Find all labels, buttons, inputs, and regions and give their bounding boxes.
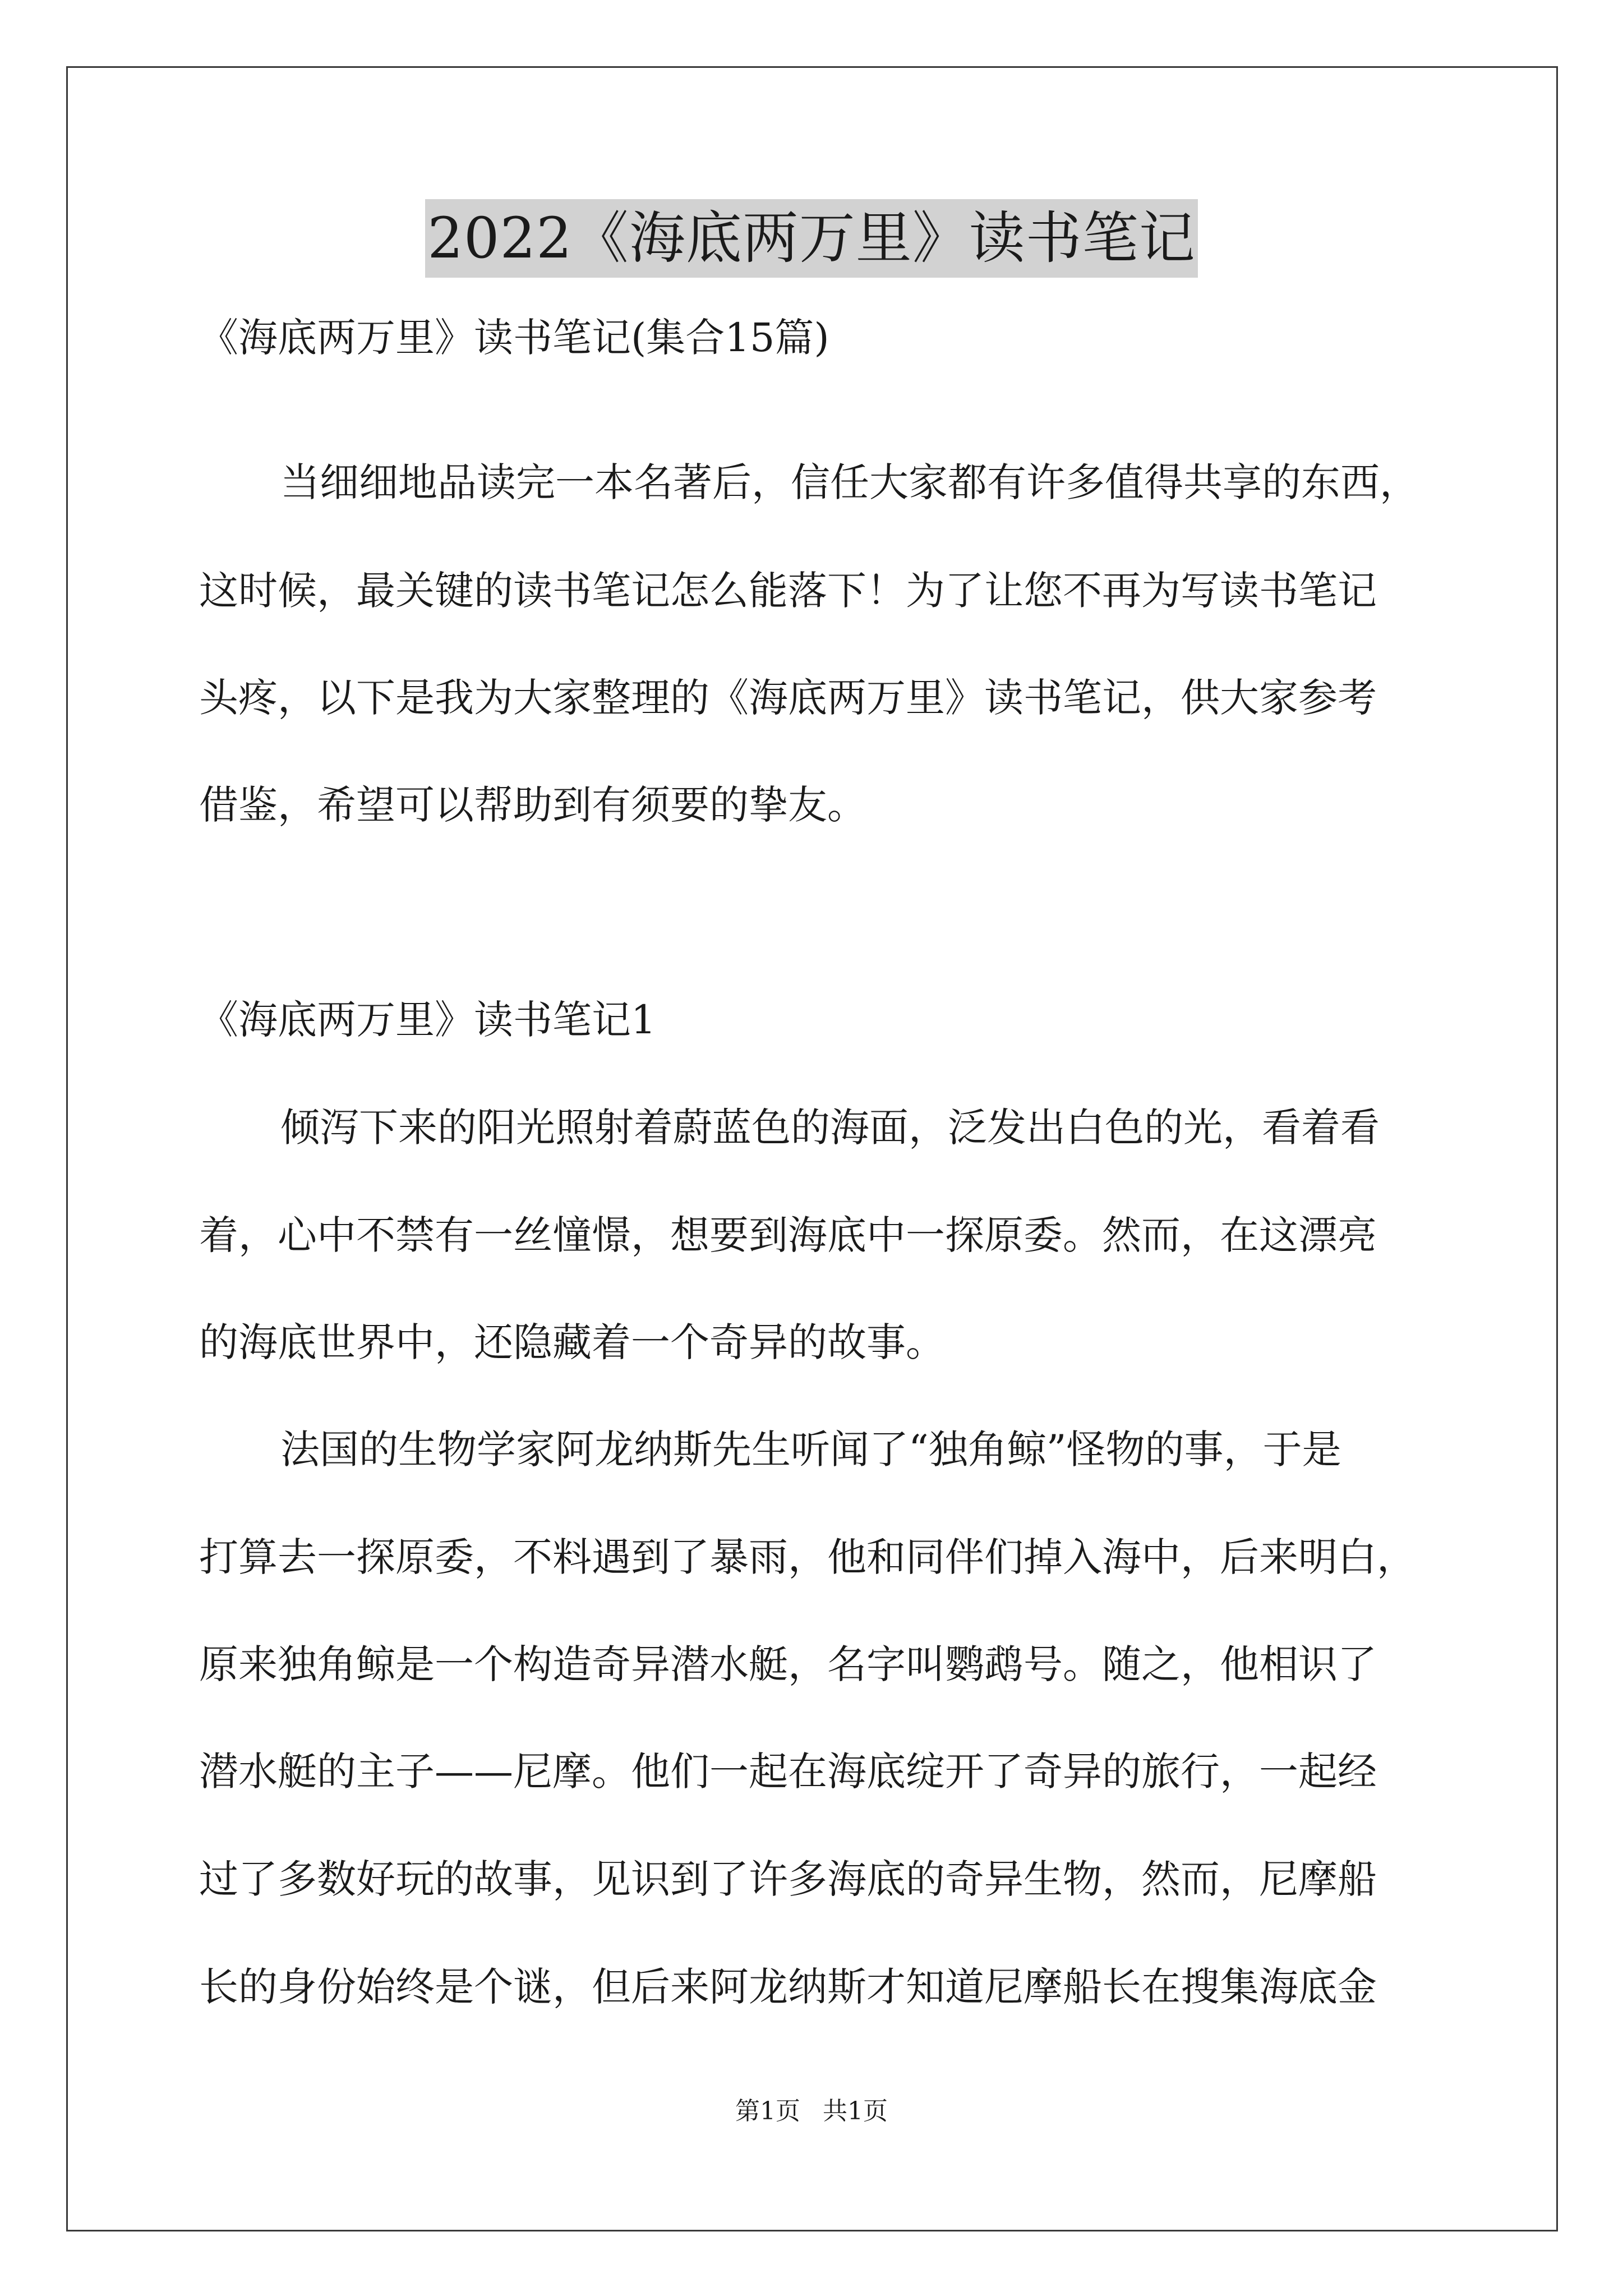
paragraph-line: 潜水艇的主子——尼摩。他们一起在海底绽开了奇异的旅行，一起经 (199, 1749, 1377, 1795)
page-total: 共1页 (823, 2097, 888, 2125)
paragraph-line: 过了多数好玩的故事，见识到了许多海底的奇异生物，然而，尼摩船 (199, 1856, 1377, 1902)
paragraph-line: 原来独角鲸是一个构造奇异潜水艇，名字叫鹦鹉号。随之，他相识了 (199, 1641, 1377, 1687)
paragraph-line: 长的身份始终是个谜，但后来阿龙纳斯才知道尼摩船长在搜集海底金 (199, 1964, 1377, 2010)
title-container (0, 199, 1623, 278)
intro-line: 头疼，以下是我为大家整理的《海底两万里》读书笔记，供大家参考 (199, 675, 1377, 721)
intro-line: 借鉴，希望可以帮助到有须要的挚友。 (199, 782, 866, 828)
intro-line: 当细细地品读完一本名著后，信任大家都有许多值得共享的东西， (280, 459, 1419, 505)
paragraph-line: 倾泻下来的阳光照射着蔚蓝色的海面，泛发出白色的光，看着看 (280, 1105, 1380, 1151)
page-footer (0, 2099, 1623, 2124)
section-heading: 《海底两万里》读书笔记1 (199, 997, 656, 1043)
paragraph-line: 打算去一探原委，不料遇到了暴雨，他和同伴们掉入海中，后来明白， (199, 1534, 1416, 1580)
paragraph-line: 的海底世界中，还隐藏着一个奇异的故事。 (199, 1319, 945, 1365)
intro-line: 这时候，最关键的读书笔记怎么能落下！为了让您不再为写读书笔记 (199, 568, 1377, 614)
paragraph-line: 法国的生物学家阿龙纳斯先生听闻了“独角鲸”怪物的事，于是 (280, 1427, 1341, 1473)
document-subtitle: 《海底两万里》读书笔记(集合15篇) (199, 315, 829, 361)
page-number: 第1页 (735, 2097, 800, 2125)
paragraph-line: 着，心中不禁有一丝憧憬，想要到海底中一探原委。然而，在这漂亮 (199, 1212, 1377, 1258)
document-title: 2022《海底两万里》读书笔记 (425, 199, 1198, 278)
